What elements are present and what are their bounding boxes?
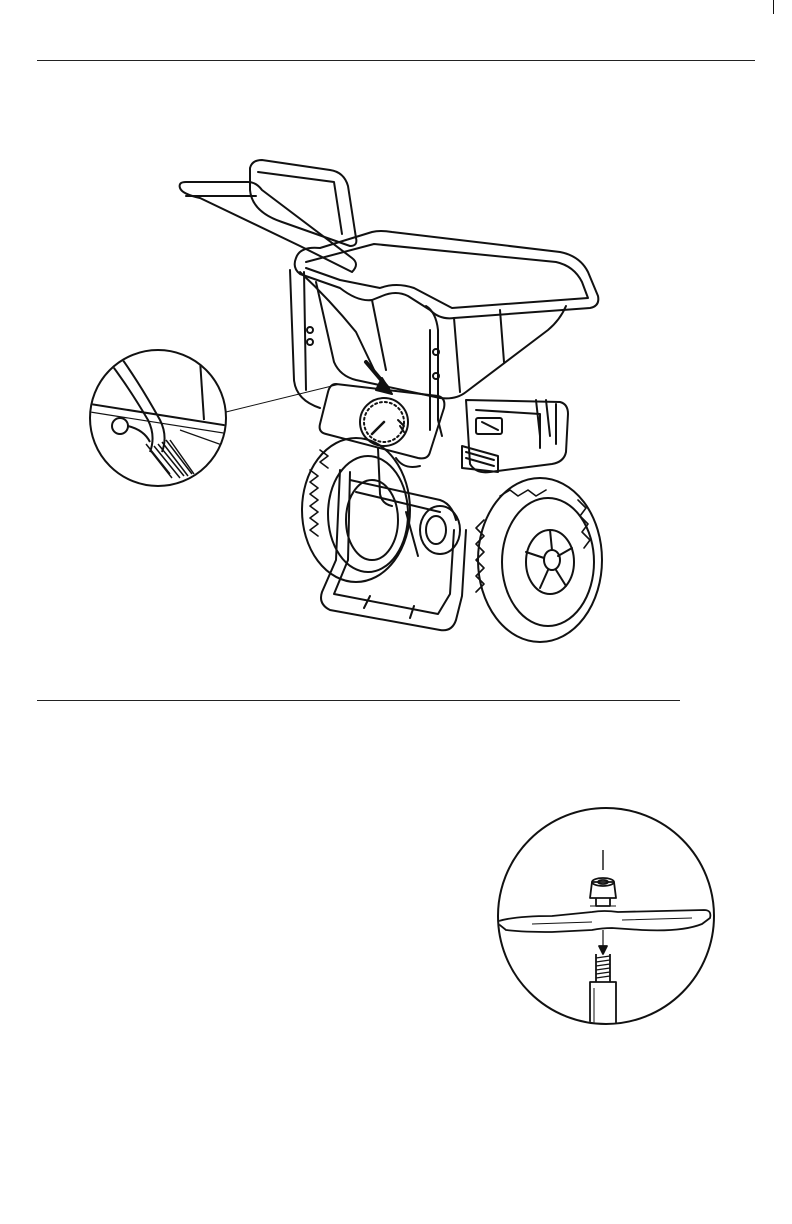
callout-leader bbox=[226, 384, 340, 412]
hopper-body bbox=[316, 282, 566, 398]
section-rule bbox=[37, 700, 680, 701]
left-wheel bbox=[302, 438, 410, 582]
spring-hook-detail-icon bbox=[90, 350, 236, 486]
impeller-nut-assembly-icon bbox=[492, 806, 722, 1036]
impeller-blade bbox=[496, 910, 710, 932]
right-wheel bbox=[476, 478, 602, 642]
